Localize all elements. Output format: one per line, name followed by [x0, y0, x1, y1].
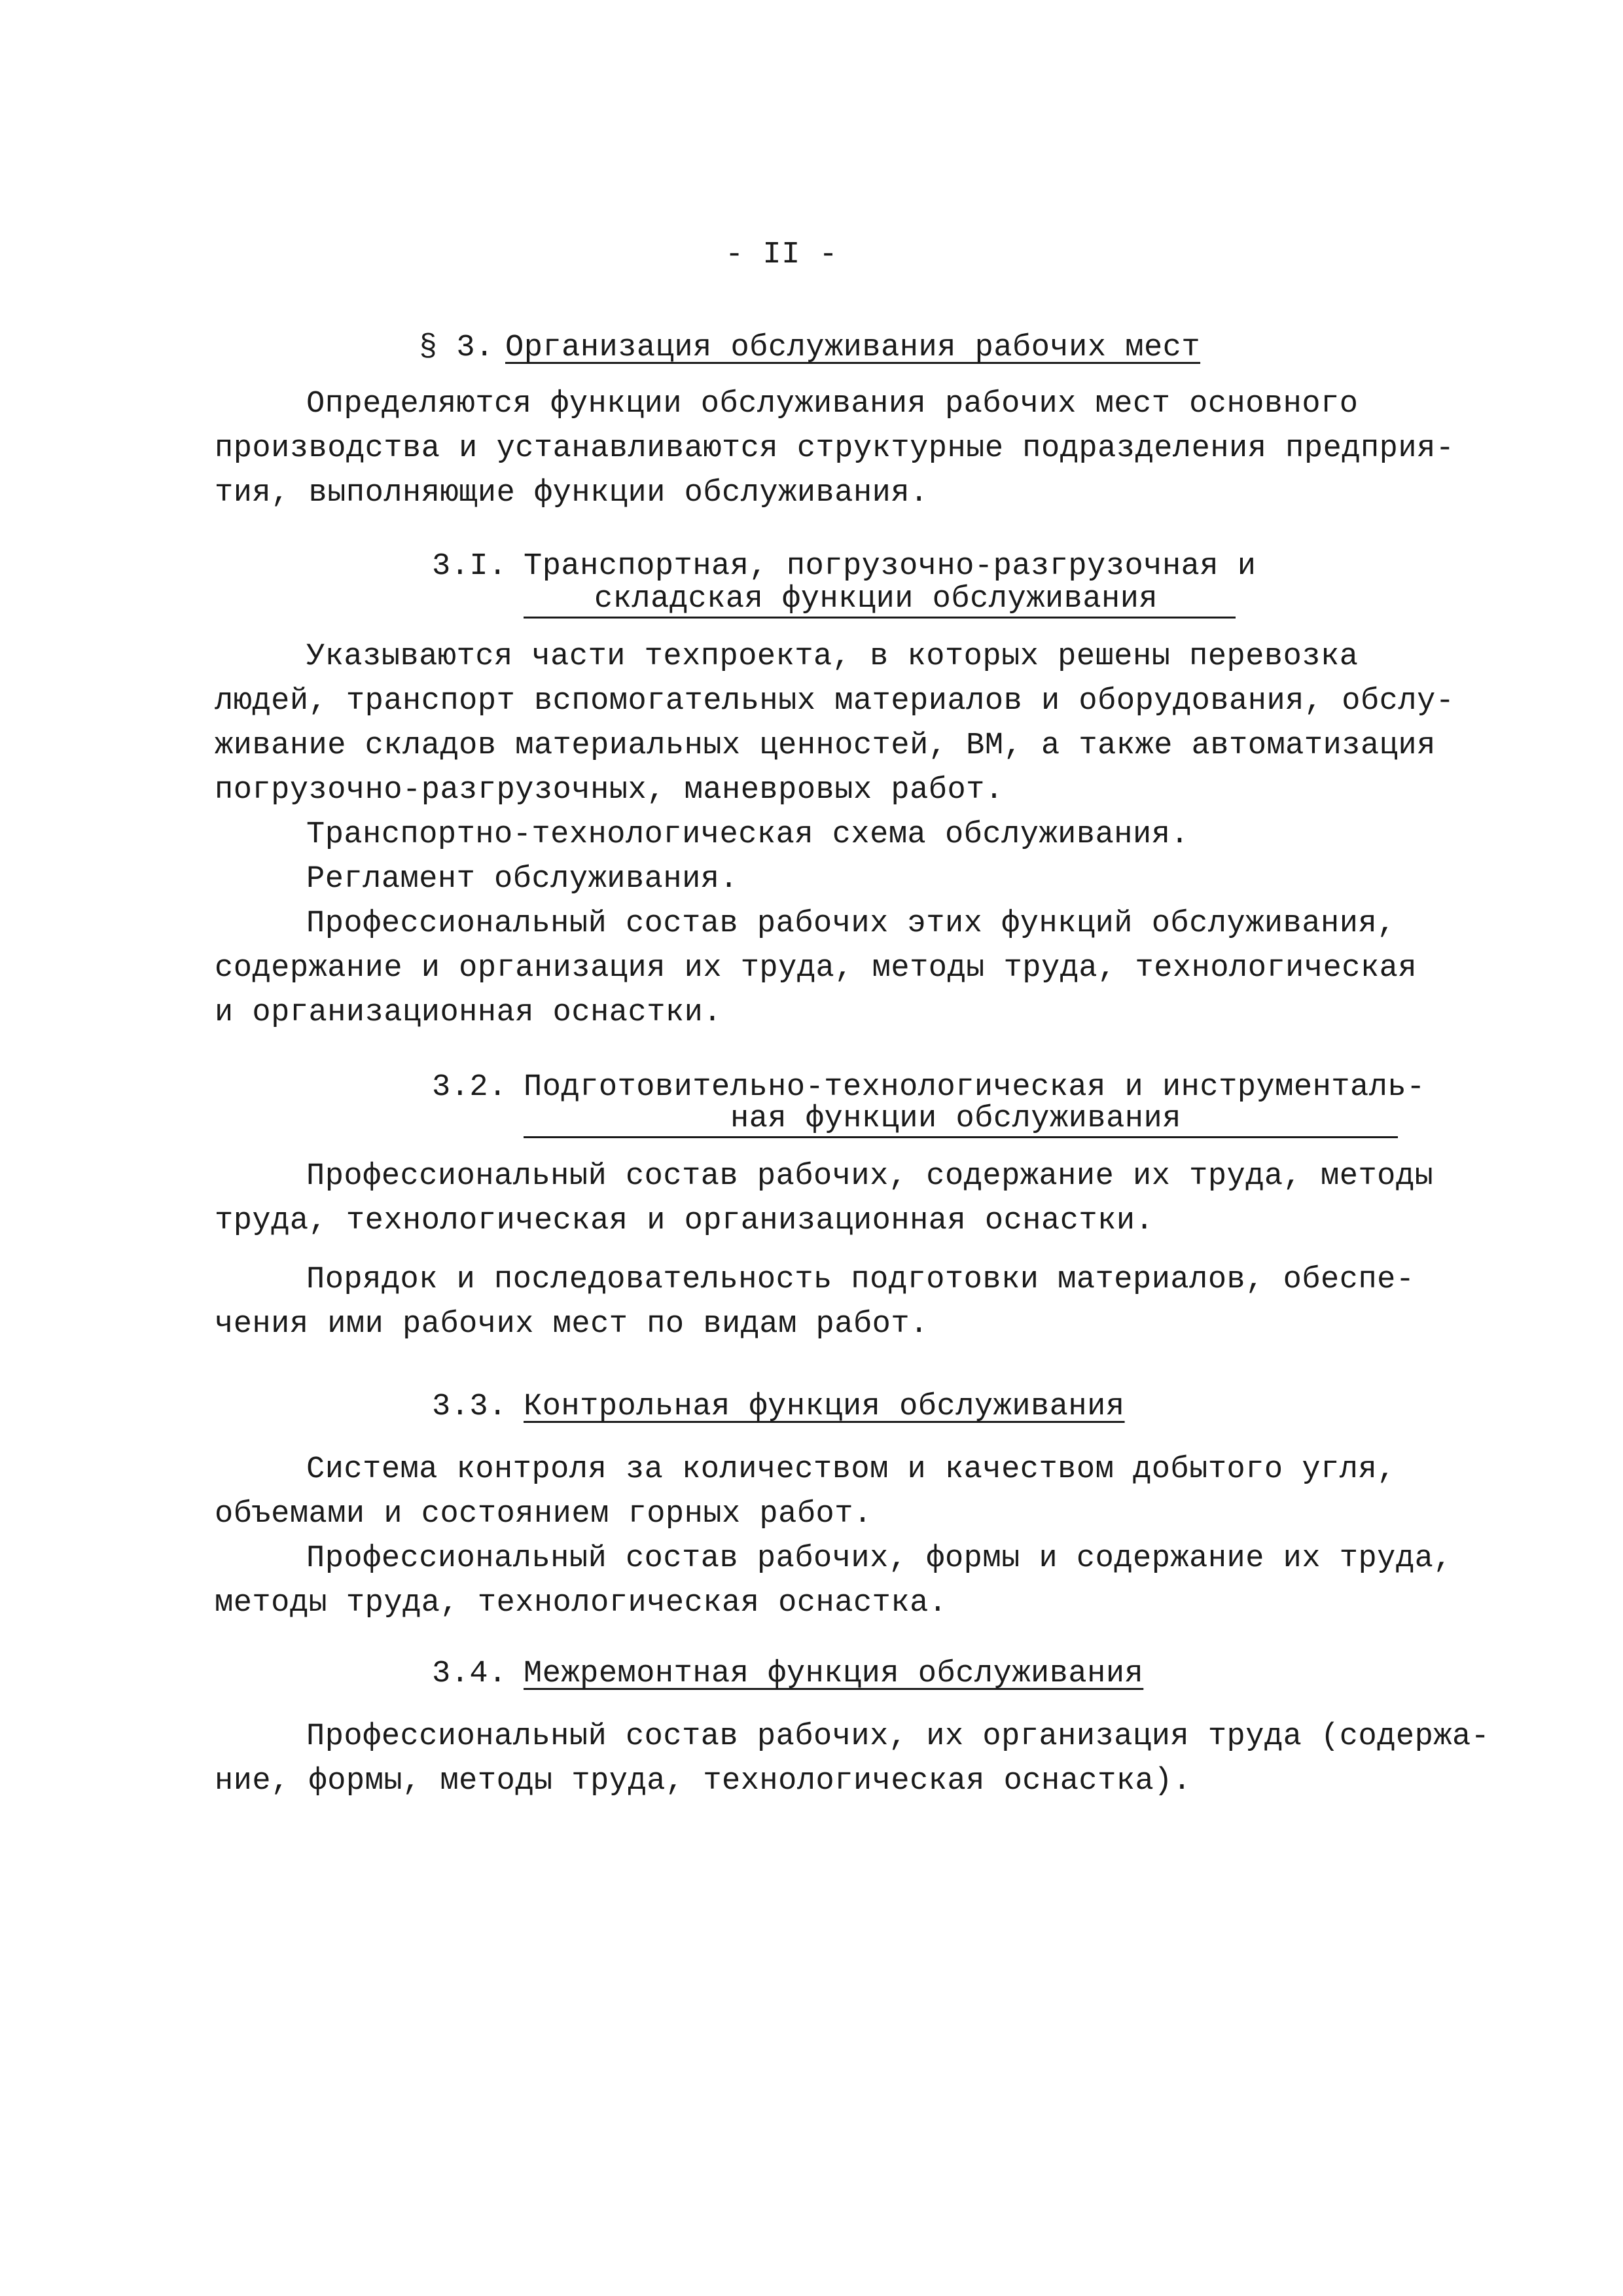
paragraph-line: Профессиональный состав рабочих, их организация труда (содержа- [306, 1719, 1490, 1754]
subsection-number: 3.I. [432, 549, 507, 584]
subsection-title-underline [524, 617, 1236, 619]
subsection-number: 3.2. [432, 1070, 507, 1105]
section-number: § 3. [419, 331, 494, 365]
subsection-number: 3.3. [432, 1390, 507, 1424]
paragraph-line: Регламент обслуживания. [306, 862, 739, 897]
subsection-title-line: ная функции обслуживания [730, 1102, 1181, 1136]
paragraph-line: методы труда, технологическая оснастка. [215, 1586, 948, 1621]
paragraph-line: труда, технологическая и организационная оснастки. [215, 1204, 1154, 1238]
subsection-title-line: складская функции обслуживания [594, 582, 1158, 617]
paragraph-line: Система контроля за количеством и качеством добытого угля, [306, 1452, 1396, 1487]
paragraph-line: Транспортно-технологическая схема обслуживания. [306, 817, 1190, 852]
paragraph-line: Профессиональный состав рабочих, формы и содержание их труда, [306, 1541, 1452, 1576]
subsection-number: 3.4. [432, 1657, 507, 1691]
paragraph-line: объемами и состоянием горных работ. [215, 1497, 872, 1532]
section-intro-line: тия, выполняющие функции обслуживания. [215, 476, 929, 511]
section-title: Организация обслуживания рабочих мест [505, 331, 1201, 365]
paragraph-line: чения ими рабочих мест по видам работ. [215, 1307, 929, 1342]
paragraph-line: погрузочно-разгрузочных, маневровых работ. [215, 773, 1004, 808]
page-number: - II - [725, 238, 838, 272]
subsection-title-underline [524, 1136, 1398, 1138]
subsection-title-line: Контрольная функция обслуживания [524, 1390, 1125, 1424]
paragraph-line: и организационная оснастки. [215, 996, 722, 1030]
paragraph-line: Профессиональный состав рабочих, содержание их труда, методы [306, 1159, 1434, 1194]
paragraph-line: живание складов материальных ценностей, ВМ, а также автоматизация [215, 728, 1436, 763]
subsection-title-line: Транспортная, погрузочно-разгрузочная и [524, 549, 1257, 584]
paragraph-line: Порядок и последовательность подготовки материалов, обеспе- [306, 1263, 1415, 1297]
subsection-title-line: Подготовительно-технологическая и инструменталь- [524, 1070, 1425, 1105]
section-intro-line: производства и устанавливаются структурные подразделения предприя- [215, 431, 1455, 466]
paragraph-line: содержание и организация их труда, методы труда, технологическая [215, 951, 1418, 986]
paragraph-line: людей, транспорт вспомогательных материалов и оборудования, обслу- [215, 684, 1455, 719]
subsection-title-line: Межремонтная функция обслуживания [524, 1657, 1144, 1691]
section-intro-line: Определяются функции обслуживания рабочих мест основного [306, 387, 1359, 422]
paragraph-line: Профессиональный состав рабочих этих функций обслуживания, [306, 906, 1396, 941]
paragraph-line: ние, формы, методы труда, технологическая оснастка). [215, 1764, 1192, 1799]
paragraph-line: Указываются части техпроекта, в которых решены перевозка [306, 639, 1359, 674]
